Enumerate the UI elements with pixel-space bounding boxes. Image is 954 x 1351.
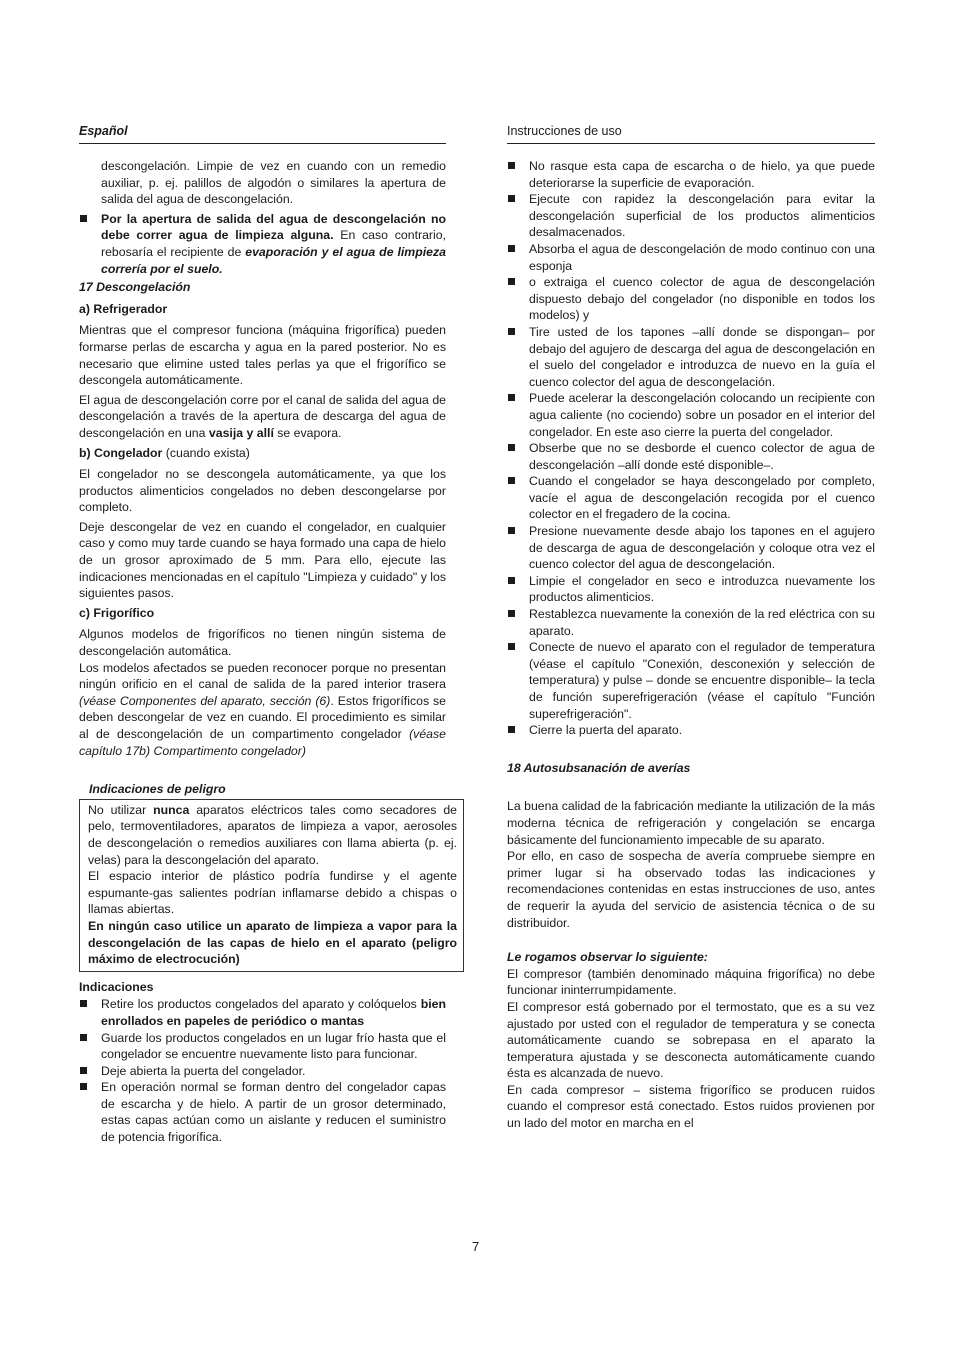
bullet-text: En caso contrario, rebosaría el recipiente de (101, 228, 446, 259)
bullet-text: Cierre la puerta del aparato. (529, 723, 683, 738)
paragraph: El congelador no se descongela automáticamente, ya que los productos alimenticios congelados no deben descongelarse por completo. (79, 467, 446, 515)
heading-text: (cuando exista) (162, 445, 250, 460)
bullet-square-icon (508, 328, 515, 335)
bullet-text: Ejecute con rapidez la descongelación para evitar la descongelación superficial de los productos alimenticios desalmacenados. (529, 192, 875, 240)
paragraph-text: No utilizar (88, 802, 154, 817)
list-item (507, 639, 875, 722)
bullet-text: Tire usted de los tapones –allí donde se dispongan– por debajo del agujero de descarga del agua de descongelación en el suelo del congelador e introduzca de nuevo en la guía el cuenco colector del agua de descongelación. (529, 324, 875, 389)
list-item (507, 573, 875, 606)
list-item (507, 241, 875, 274)
bullet-square-icon (508, 444, 515, 451)
list-item (507, 390, 875, 440)
bullet-text: Limpie el congelador en seco e introduzca nuevamente los productos alimenticios. (529, 573, 875, 605)
bullet-square-icon (80, 1083, 87, 1090)
paragraph-bold-text: nunca (153, 802, 190, 817)
list-item (507, 324, 875, 390)
header-language: Español (79, 123, 446, 144)
subsection-c-heading: c) Frigorífico (79, 605, 155, 620)
bullet-square-icon (80, 1034, 87, 1041)
bullet-text: Cuando el congelador se haya descongelado por completo, vacíe el agua de descongelación recogida por el cuenco colector en el fregadero de la cocina. (529, 474, 875, 522)
bullet-square-icon (508, 610, 515, 617)
paragraph-text: . Estos frigoríficos se deben descongelar de vez en cuando. El procedimiento es similar al de descongelación de un compartimento congelador (79, 693, 447, 741)
bullet-square-icon (508, 394, 515, 401)
bullet-text: Guarde los productos congelados en un lugar frío hasta que el congelador se encuentre nuevamente listo para funcionar. (101, 1030, 446, 1062)
list-item (79, 1063, 446, 1080)
paragraph: Mientras que el compresor funciona (máquina frigorífica) pueden formarse perlas de escarcha y agua en la pared posterior. No es necesario que elimine usted tales perlas ya que el frigorífico se descongela automáticamente. (79, 323, 446, 388)
bullet-text: Deje abierta la puerta del congelador. (101, 1063, 306, 1078)
paragraph: Por ello, en caso de sospecha de avería compruebe siempre en primer lugar si ha observado todas las indicaciones y recomendaciones contenidas en estas instrucciones de uso, antes de requerir la ayuda del servicio de asistencia técnica o de su distribuidor. (507, 849, 875, 930)
paragraph: El compresor está gobernado por el termostato, que es a su vez ajustado por usted con el regulador de temperatura y se conecta automáticamente cuando se sobrepasa en el aparato la temperatura ajustada y se desconecta automáticamente cuando ésta es alcanzada de nuevo. (507, 999, 875, 1081)
bullet-square-icon (508, 527, 515, 534)
bullet-text: Retire los productos congelados del aparato y colóquelos (101, 997, 421, 1012)
bullet-text: Restablezca nuevamente la conexión de la red eléctrica con su aparato. (529, 607, 875, 638)
bullet-text: Obserbe que no se desborde el cuenco colector de agua de descongelación –allí donde esté disponible–. (529, 441, 875, 472)
bullet-bold-text: bien enrollados en papeles de periódico o mantas (101, 997, 446, 1028)
bullet-text: Absorba el agua de descongelación de modo continuo con una esponja (529, 241, 875, 273)
page-number: 7 (472, 1239, 480, 1254)
paragraph: En cada compresor – sistema frigorífico se producen ruidos cuando el compresor está conectado. Estos ruidos provienen por un lado del motor en marcha en el (507, 1082, 875, 1131)
danger-heading: Indicaciones de peligro (89, 782, 226, 797)
paragraph-italic-text: (véase capítulo 17b) Compartimento congelador) (79, 727, 446, 758)
paragraph (79, 392, 446, 442)
paragraph-text: aparatos eléctricos tales como secadores de pelo, termoventiladores, aparatos de limpieza a vapor, aerosoles de descongelación o remedios auxiliares con llama abierta (p. ej. velas) para la descongelación del aparato. (88, 802, 457, 867)
bullet-text: Conecte de nuevo el aparato con el regulador de temperatura (véase el capítulo "Conexión, desconexión y selección de temperatura) y pulse – donde se encuentre disponible– la tecla de función superefrigeración (véase el capítulo "Función superefrigeración". (529, 640, 875, 721)
paragraph: Deje descongelar de vez en cuando el congelador, en cualquier caso y como muy tarde cuando se haya formado una capa de hielo de un grosor aproximado de 5 mm. Para ello, ejecute las indicaciones mencionadas en el capítulo "Limpieza y cuidado" y los siguientes pasos. (79, 519, 446, 601)
bullet-square-icon (508, 643, 515, 650)
bullet-text: No rasque esta capa de escarcha o de hielo, ya que puede deteriorarse la superficie de evaporación. (529, 159, 875, 190)
list-item (507, 274, 875, 324)
bullet-square-icon (508, 477, 515, 484)
bullet-bold-text: Por la apertura de salida del agua de descongelación no debe correr agua de limpieza alguna. (101, 211, 446, 243)
section-17-heading: 17 Descongelación (79, 280, 191, 295)
list-item (507, 606, 875, 639)
right-column (507, 158, 875, 1132)
paragraph-continued: descongelación. Limpie de vez en cuando con un remedio auxiliar, p. ej. palillos de algodón o similares la apertura de salida del agua de descongelación. (101, 159, 446, 207)
list-item (507, 523, 875, 573)
paragraph-text: El agua de descongelación corre por el canal de salida del agua de descongelación a través de la apertura de descarga del agua de descongelación en una (79, 392, 446, 440)
bullet-bold-italic-text: evaporación y el agua de limpieza correría por el suelo. (101, 244, 446, 276)
list-item (79, 996, 446, 1029)
paragraph-italic-text: (véase Componentes del aparato, sección (6) (79, 693, 331, 708)
paragraph-text: Los modelos afectados se pueden reconocer porque no presentan ningún orificio en el canal de salida de la pared interior trasera (79, 660, 446, 692)
paragraph-bold-text: vasija y allí (208, 425, 274, 440)
bullet-text: Presione nuevamente desde abajo los tapones en el agujero de descarga de agua de descongelación y coloque otra vez el cuenco colector del agua de descongelación. (529, 524, 875, 572)
list-item (507, 473, 875, 523)
bullet-square-icon (508, 195, 515, 202)
indications-heading: Indicaciones (79, 979, 154, 994)
paragraph (88, 802, 457, 868)
paragraph (79, 660, 446, 760)
paragraph-bold: En ningún caso utilice un aparato de limpieza a vapor para la descongelación de las capas de hielo en el aparato (peligro máximo de electrocución) (88, 918, 457, 967)
bullet-text: En operación normal se forman dentro del congelador capas de escarcha y de hielo. A partir de un grosor determinado, estas capas actúan como un aislante y reducen el suministro de potencia frigorífica. (101, 1080, 446, 1145)
header-doc-title: Instrucciones de uso (507, 123, 875, 144)
bullet-square-icon (508, 278, 515, 285)
bullet-text: o extraiga el cuenco colector de agua de descongelación dispuesto debajo del congelador (no disponible en todos los modelos) y (529, 275, 875, 323)
heading-bold-text: b) Congelador (79, 445, 163, 460)
list-item (79, 1079, 446, 1145)
warning-bullet-list (79, 211, 446, 277)
bullet-text: Puede acelerar la descongelación colocando un recipiente con agua caliente (no cociendo) sobre un posador en el interior del congelador. En este aso cierre la puerta del congelador. (529, 391, 875, 439)
list-item (507, 440, 875, 473)
danger-box (79, 799, 464, 972)
list-item (79, 211, 446, 277)
bullet-square-icon (80, 1067, 87, 1074)
section-18-heading: 18 Autosubsanación de averías (507, 760, 691, 775)
list-item (507, 191, 875, 241)
bullet-square-icon (80, 215, 87, 222)
bullet-square-icon (80, 1000, 87, 1007)
observe-heading: Le rogamos observar lo siguiente: (507, 950, 708, 965)
indications-list (79, 996, 446, 1145)
paragraph: El espacio interior de plástico podría fundirse y el agente espumante-gas salientes podrían inflamarse debido a chispas o llamas abiertas. (88, 869, 457, 917)
bullet-square-icon (508, 245, 515, 252)
list-item (507, 722, 875, 739)
bullet-square-icon (508, 162, 515, 169)
paragraph: La buena calidad de la fabricación mediante la utilización de la más moderna técnica de refrigeración y congelación se encarga básicamente del funcionamiento impecable de su aparato. (507, 799, 875, 847)
subsection-b-heading (79, 445, 446, 462)
paragraph: El compresor (también denominado máquina frigorífica) no debe funcionar ininterrumpidamente. (507, 966, 875, 998)
list-item (79, 1030, 446, 1063)
subsection-a-heading: a) Refrigerador (79, 301, 168, 316)
left-column (79, 158, 457, 1146)
paragraph: Algunos modelos de frigoríficos no tienen ningún sistema de descongelación automática. (79, 627, 446, 659)
list-item (507, 158, 875, 191)
bullet-square-icon (508, 577, 515, 584)
defrost-steps-list (507, 158, 875, 739)
paragraph-text: se evapora. (273, 425, 342, 440)
bullet-square-icon (508, 726, 515, 733)
